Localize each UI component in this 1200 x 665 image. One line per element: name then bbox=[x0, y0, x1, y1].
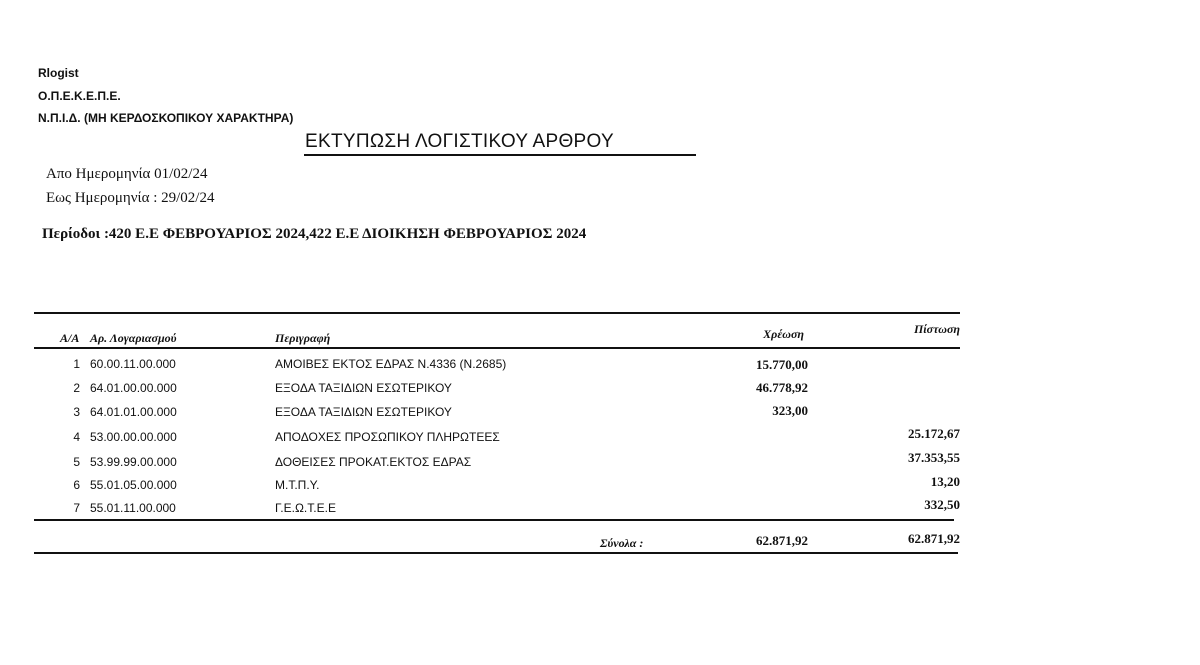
row-account: 64.01.00.00.000 bbox=[90, 381, 177, 395]
row-aa: 5 bbox=[73, 455, 80, 469]
col-header-account: Αρ. Λογαριασμού bbox=[90, 331, 177, 345]
row-account: 55.01.05.00.000 bbox=[90, 478, 177, 492]
row-debit: 323,00 bbox=[772, 403, 808, 418]
row-description: ΕΞΟΔΑ ΤΑΞΙΔΙΩΝ ΕΣΩΤΕΡΙΚΟΥ bbox=[275, 405, 452, 419]
col-header-description: Περιγραφή bbox=[275, 331, 331, 345]
row-description: ΑΠΟΔΟΧΕΣ ΠΡΟΣΩΠΙΚΟΥ ΠΛΗΡΩΤΕΕΣ bbox=[275, 430, 500, 444]
org-legal-form: Ν.Π.Ι.Δ. (ΜΗ ΚΕΡΔΟΣΚΟΠΙΚΟΥ ΧΑΡΑΚΤΗΡΑ) bbox=[38, 111, 294, 125]
col-header-aa: Α/Α bbox=[60, 331, 80, 345]
row-account: 64.01.01.00.000 bbox=[90, 405, 177, 419]
row-account: 60.00.11.00.000 bbox=[90, 357, 176, 371]
row-description: ΕΞΟΔΑ ΤΑΞΙΔΙΩΝ ΕΣΩΤΕΡΙΚΟΥ bbox=[275, 381, 452, 395]
header-bottom-rule bbox=[34, 347, 960, 349]
row-aa: 1 bbox=[73, 357, 80, 371]
col-header-credit: Πίστωση bbox=[913, 322, 960, 336]
row-account: 53.99.99.00.000 bbox=[90, 455, 177, 469]
to-date: Εως Ημερομηνία : 29/02/24 bbox=[46, 190, 215, 206]
row-credit: 13,20 bbox=[930, 474, 960, 489]
page-title: ΕΚΤΥΠΩΣΗ ΛΟΓΙΣΤΙΚΟΥ ΑΡΘΡΟΥ bbox=[305, 131, 614, 152]
row-credit: 332,50 bbox=[924, 497, 960, 512]
totals-bottom-rule bbox=[34, 552, 958, 554]
periods-line: Περίοδοι :420 Ε.Ε ΦΕΒΡΟΥΑΡΙΟΣ 2024,422 Ε.Ε ΔΙΟΙΚΗΣΗ ΦΕΒΡΟΥΑΡΙΟΣ 2024 bbox=[42, 226, 587, 242]
row-aa: 2 bbox=[73, 381, 80, 395]
row-description: ΑΜΟΙΒΕΣ ΕΚΤΟΣ ΕΔΡΑΣ Ν.4336 (Ν.2685) bbox=[275, 357, 507, 371]
org-abbreviation: Ο.Π.Ε.Κ.Ε.Π.Ε. bbox=[38, 89, 121, 103]
table-top-rule bbox=[34, 312, 960, 314]
row-description: ΔΟΘΕΙΣΕΣ ΠΡΟΚΑΤ.ΕΚΤΟΣ ΕΔΡΑΣ bbox=[275, 455, 472, 469]
totals-label: Σύνολα : bbox=[600, 536, 644, 550]
row-aa: 6 bbox=[73, 478, 80, 492]
col-header-debit: Χρέωση bbox=[763, 327, 804, 341]
row-aa: 3 bbox=[73, 405, 80, 419]
row-debit: 15.770,00 bbox=[756, 357, 808, 372]
row-debit: 46.778,92 bbox=[756, 380, 808, 395]
row-credit: 25.172,67 bbox=[908, 426, 960, 441]
row-aa: 4 bbox=[73, 430, 80, 444]
row-account: 55.01.11.00.000 bbox=[90, 501, 176, 515]
row-description: Μ.Τ.Π.Υ. bbox=[275, 478, 320, 492]
org-name: Rlogist bbox=[38, 66, 79, 80]
row-aa: 7 bbox=[73, 501, 80, 515]
totals-credit: 62.871,92 bbox=[908, 531, 960, 546]
row-credit: 37.353,55 bbox=[908, 450, 960, 465]
from-date: Απο Ημερομηνία 01/02/24 bbox=[46, 166, 208, 182]
row-description: Γ.Ε.Ω.Τ.Ε.Ε bbox=[275, 501, 336, 515]
totals-debit: 62.871,92 bbox=[756, 533, 808, 548]
row-account: 53.00.00.00.000 bbox=[90, 430, 177, 444]
table-body-bottom-rule bbox=[34, 519, 954, 521]
title-underline bbox=[304, 154, 696, 156]
